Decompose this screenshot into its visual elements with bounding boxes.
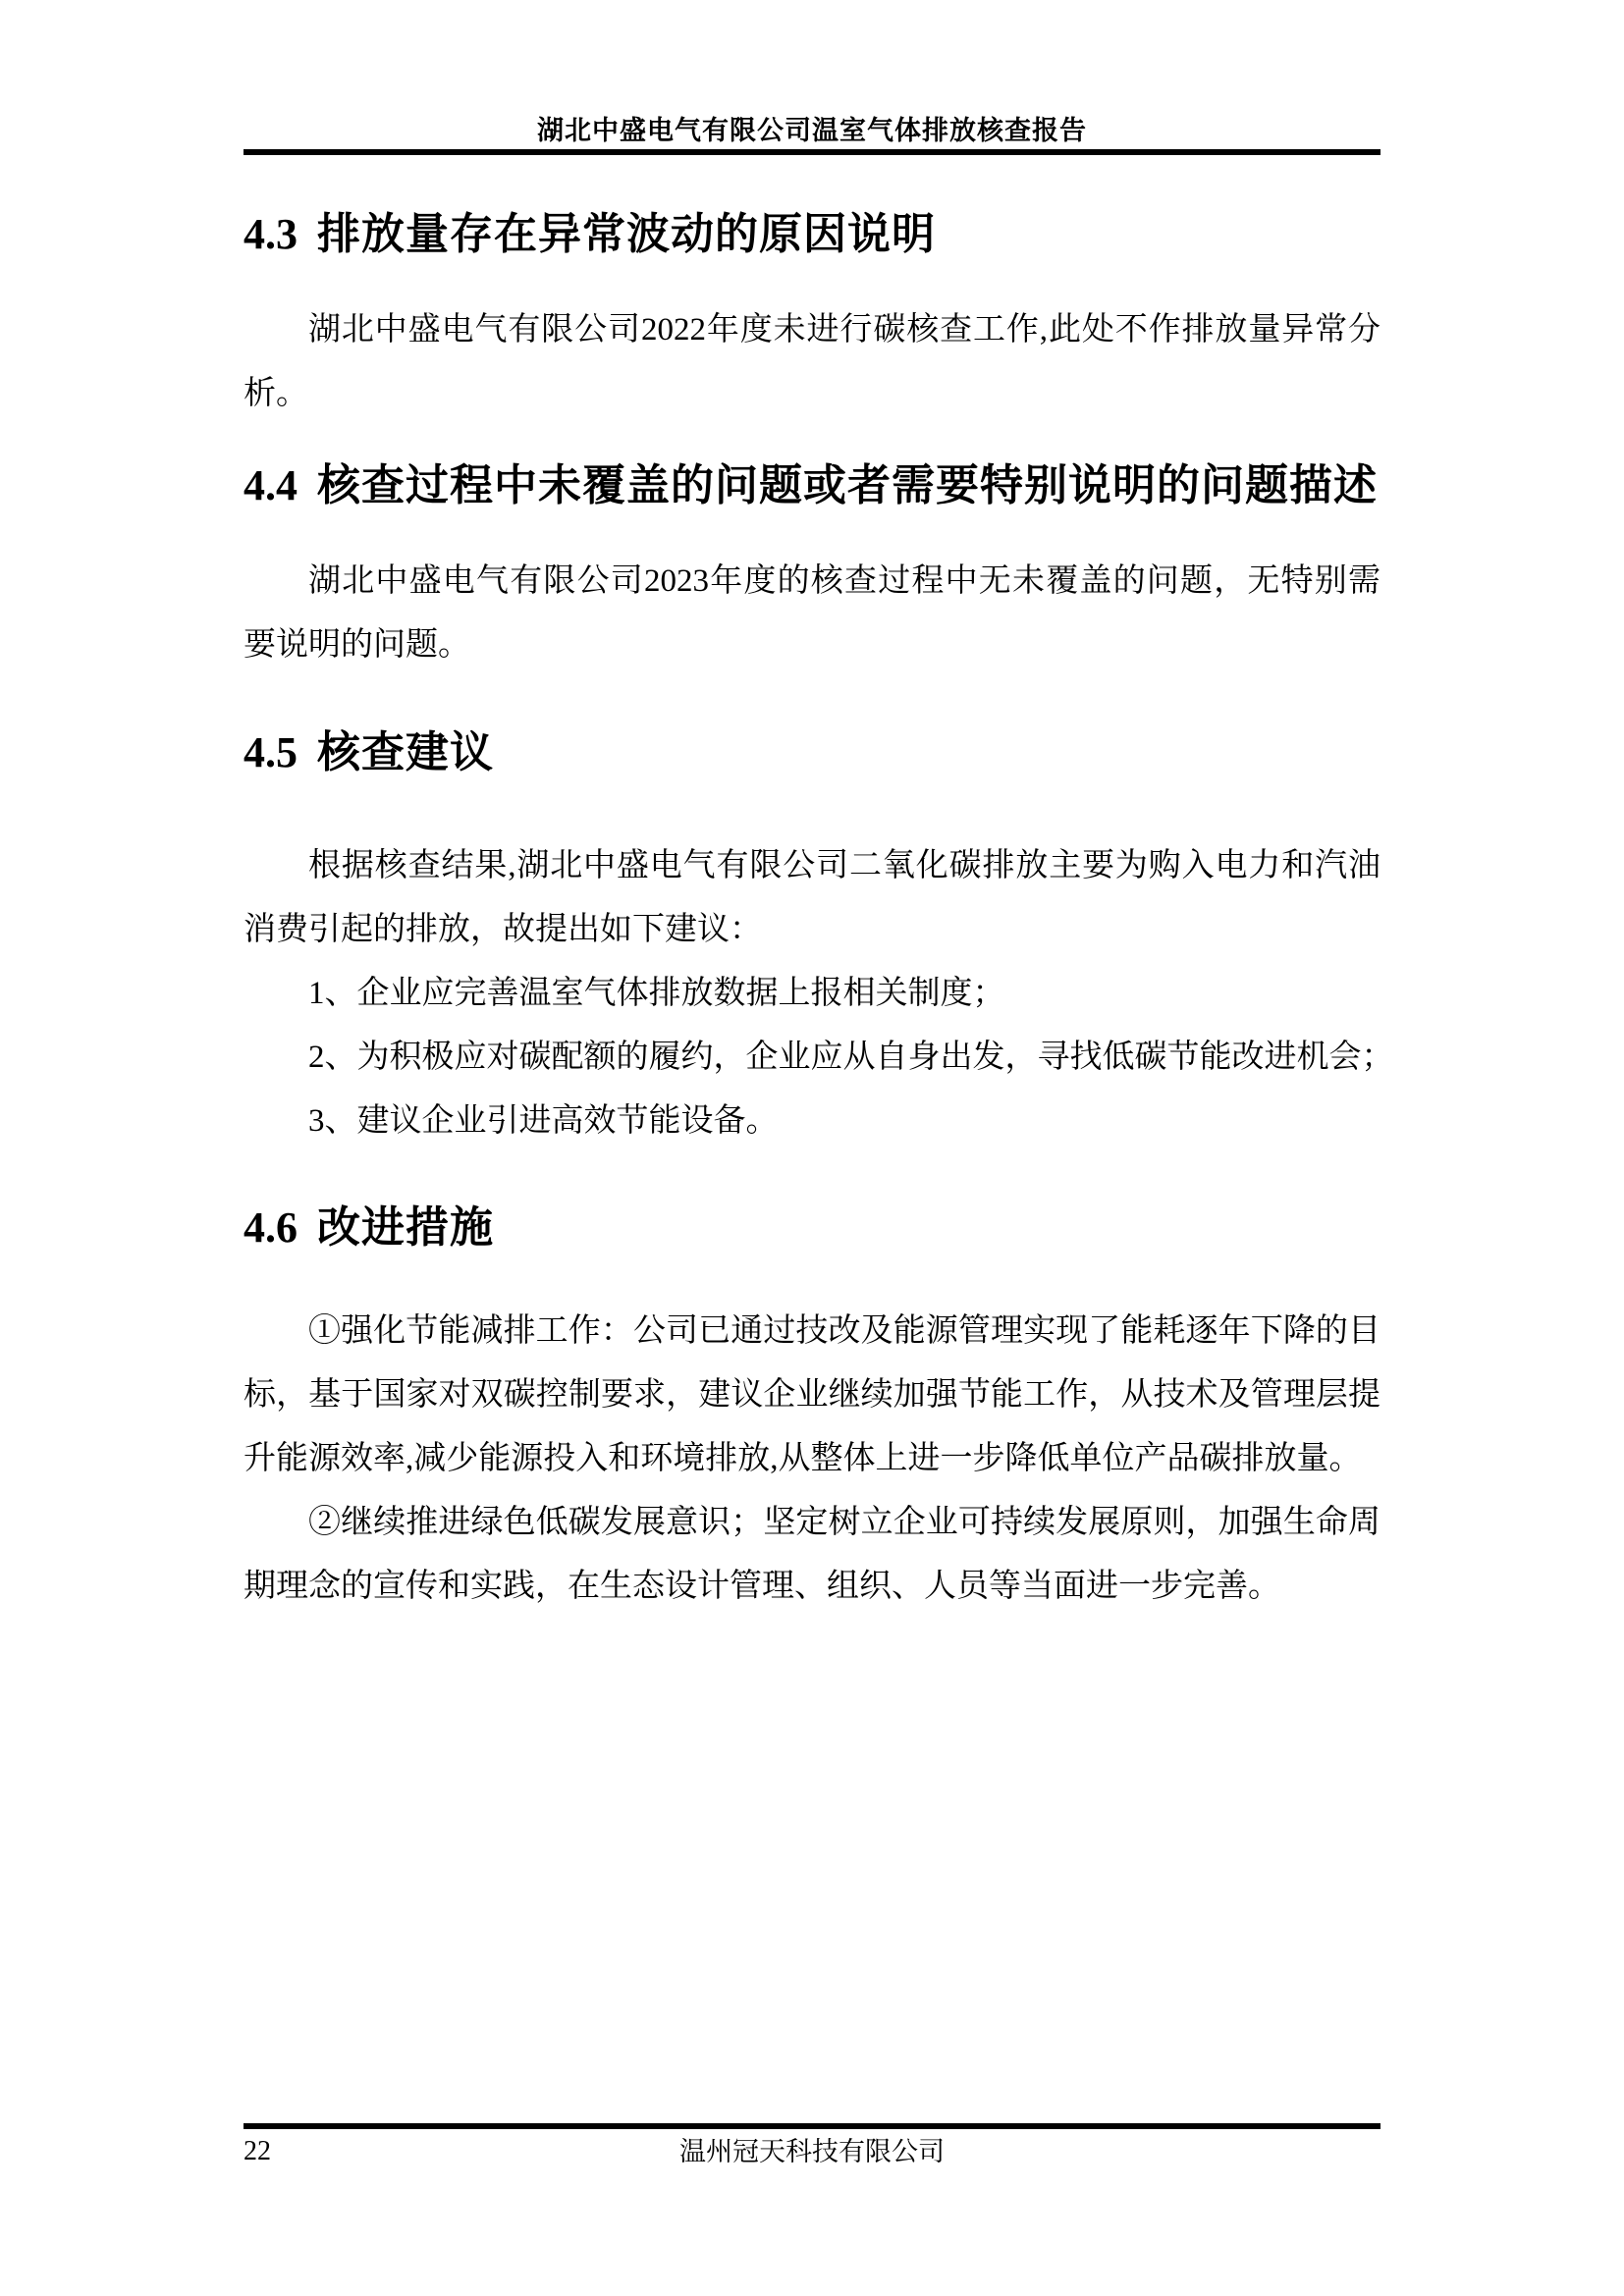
- footer-rule: [244, 2123, 1380, 2129]
- paragraph-line: 要说明的问题。: [244, 627, 470, 663]
- section-body-4-5: [244, 834, 1394, 1153]
- section-title: 核查过程中未覆盖的问题或者需要特别说明的问题描述: [317, 461, 1378, 509]
- section-body-4-6: [244, 1300, 1380, 1619]
- paragraph-line: ②继续推进绿色低碳发展意识；坚定树立企业可持续发展原则，加强生命周: [308, 1505, 1380, 1540]
- list-item-line: 3、建议企业引进高效节能设备。: [308, 1103, 779, 1139]
- list-item-line: 2、为积极应对碳配额的履约，企业应从自身出发，寻找低碳节能改进机会；: [308, 1040, 1394, 1075]
- paragraph-line: 期理念的宣传和实践，在生态设计管理、组织、人员等当面进一步完善。: [244, 1569, 1280, 1604]
- section-heading-4-4: [244, 461, 1579, 520]
- section-title: 排放量存在异常波动的原因说明: [317, 210, 936, 258]
- paragraph-line: 析。: [244, 376, 308, 411]
- section-body-4-4: [244, 550, 1380, 677]
- section-title: 改进措施: [317, 1203, 494, 1252]
- paragraph-line: 湖北中盛电气有限公司2022年度未进行碳核查工作,此处不作排放量异常分: [308, 312, 1380, 347]
- paragraph-line: 标，基于国家对双碳控制要求，建议企业继续加强节能工作，从技术及管理层提: [244, 1377, 1380, 1413]
- section-number: 4.3: [244, 210, 298, 258]
- section-number: 4.4: [244, 461, 298, 509]
- paragraph-line: 升能源效率,减少能源投入和环境排放,从整体上进一步降低单位产品碳排放量。: [244, 1441, 1362, 1476]
- footer-company-name: 温州冠天科技有限公司: [679, 2137, 945, 2166]
- section-number: 4.6: [244, 1203, 298, 1252]
- section-heading-4-6: [244, 1203, 1579, 1262]
- section-heading-4-3: [244, 210, 1579, 269]
- page-header-title: 湖北中盛电气有限公司温室气体排放核查报告: [537, 116, 1087, 145]
- paragraph-line: 消费引起的排放，故提出如下建议：: [244, 912, 762, 947]
- paragraph-line: ①强化节能减排工作：公司已通过技改及能源管理实现了能耗逐年下降的目: [308, 1313, 1380, 1349]
- page-number: 22: [244, 2136, 271, 2166]
- section-number: 4.5: [244, 728, 298, 776]
- paragraph-line: 湖北中盛电气有限公司2023年度的核查过程中无未覆盖的问题，无特别需: [308, 563, 1380, 599]
- section-title: 核查建议: [317, 728, 494, 776]
- section-heading-4-5: [244, 728, 1579, 787]
- list-item-line: 1、企业应完善温室气体排放数据上报相关制度；: [308, 976, 1005, 1011]
- section-body-4-3: [244, 298, 1380, 426]
- header-rule: [244, 149, 1380, 155]
- paragraph-line: 根据核查结果,湖北中盛电气有限公司二氧化碳排放主要为购入电力和汽油: [308, 848, 1380, 883]
